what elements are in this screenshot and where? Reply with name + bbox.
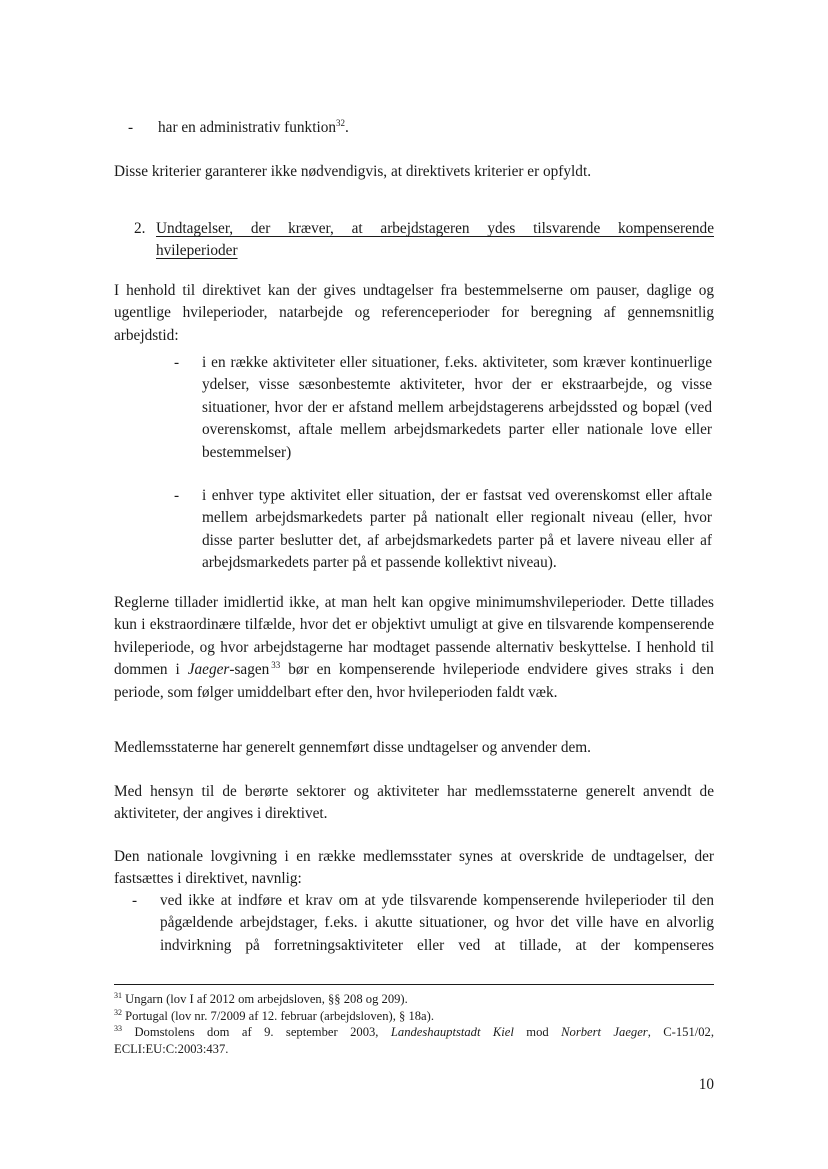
bullet-text: har en administrativ funktion [158,119,336,136]
bullet-dash: - [174,354,180,371]
bullet-dash: - [128,119,134,136]
bullet-dash: - [174,487,180,505]
list-item [174,485,712,575]
footnote-ref-32: 32 [336,118,345,128]
bullet-dash: - [132,892,138,909]
paragraph-sectors: Med hensyn til de berørte sektorer og aktiviteter har medlemsstaterne generelt anvendt de aktiviteter, der angives i direktivet. [114,783,714,823]
footnote-31: $^{31}$ Ungarn (lov I af 2012 om arbejdsloven, §§ 208 og 209). [114,991,408,1006]
paragraph-criteria: Disse kriterier garanterer ikke nødvendigvis, at direktivets kriterier er opfyldt. [114,163,592,180]
paragraph-rules: Reglerne tillader imidlertid ikke, at man helt kan opgive minimumshvileperioder. Dette tillades kun i ekstraordinære tilfælde, hvor det er objektivt umuligt at give en tilsvarende kompenserende hvileperiode, og hvor arbejdstagerne har modtaget passende alternativ beskyttelse. I henhold til dommen i Jaeger-sagen $^{33}$ bør en kompenserende hvileperiode endvidere gives straks i den periode, som følger umiddelbart efter den, hvor hvileperioden faldt væk. [114,594,714,701]
footnote-32: $^{32}$ Portugal (lov nr. 7/2009 af 12. februar (arbejdsloven), § 18a). [114,1007,434,1023]
section-title-line2: hvileperioder [156,242,238,260]
section-heading [114,218,714,263]
case-name: Jaeger [187,661,230,679]
paragraph-members: Medlemsstaterne har generelt gennemført disse undtagelser og anvender dem. [114,739,592,756]
bullet-text: i enhver type aktivitet eller situation, der er fastsat ved overenskomst eller aftale mellem arbejdsmarkedets parter på nationalt eller regionalt niveau (eller, hvor disse parter beslutter det, af arbejdsmarkedets parter på et lavere niveau eller af arbejdsmarkedets parter på et passende kollektivt niveau). [202,487,712,572]
paragraph-national: Den nationale lovgivning i en række medlemsstater synes at overskride de undtagelser, der fastsættes i direktivet, navnlig: [114,848,714,888]
list-item [132,890,714,957]
bullet-admin-function: - har en administrativ funktion$^{32}$. [128,118,349,136]
footnote-ref-33: 33 [271,660,281,671]
bullet-text: ved ikke at indføre et krav om at yde tilsvarende kompenserende hvileperioder til den pågældende arbejdstager, f.eks. i akutte situationer, og hvor det ville have en alvorlig indvirkning på forretningsaktiviteter eller ved at tillade, at der kompenseres [160,892,714,954]
list-item [174,352,712,464]
section-title-line1: Undtagelser, der kræver, at arbejdstageren ydes tilsvarende kompenserende [156,220,714,237]
bullet-text: i en række aktiviteter eller situationer, f.eks. aktiviteter, som kræver kontinuerlige ydelser, visse sæsonbestemte aktiviteter, hvor der er ekstraarbejde, og visse situationer, hvor der er afstand mellem arbejdstagerens arbejdssted og bopæl (ved overenskomst, aftale mellem arbejdsmarkedets parter eller nationale love eller bestemmelser) [202,354,712,461]
page-number: 10 [698,1076,714,1093]
footnote-33: $^{33}$ Domstolens dom af 9. september 2003, Landeshauptstadt Kiel mod Norbert Jaeger, C-151/02, ECLI:EU:C:2003:437. [114,1024,715,1056]
footnote-separator [114,984,714,985]
bullet-list-exceptions [114,352,714,575]
paragraph-directive: I henhold til direktivet kan der gives undtagelser fra bestemmelserne om pauser, daglige og ugentlige hvileperioder, natarbejde og referenceperioder for beregning af gennemsnitlig arbejdstid: [114,282,714,344]
section-number: 2. [134,220,146,237]
footnotes [114,991,714,1057]
